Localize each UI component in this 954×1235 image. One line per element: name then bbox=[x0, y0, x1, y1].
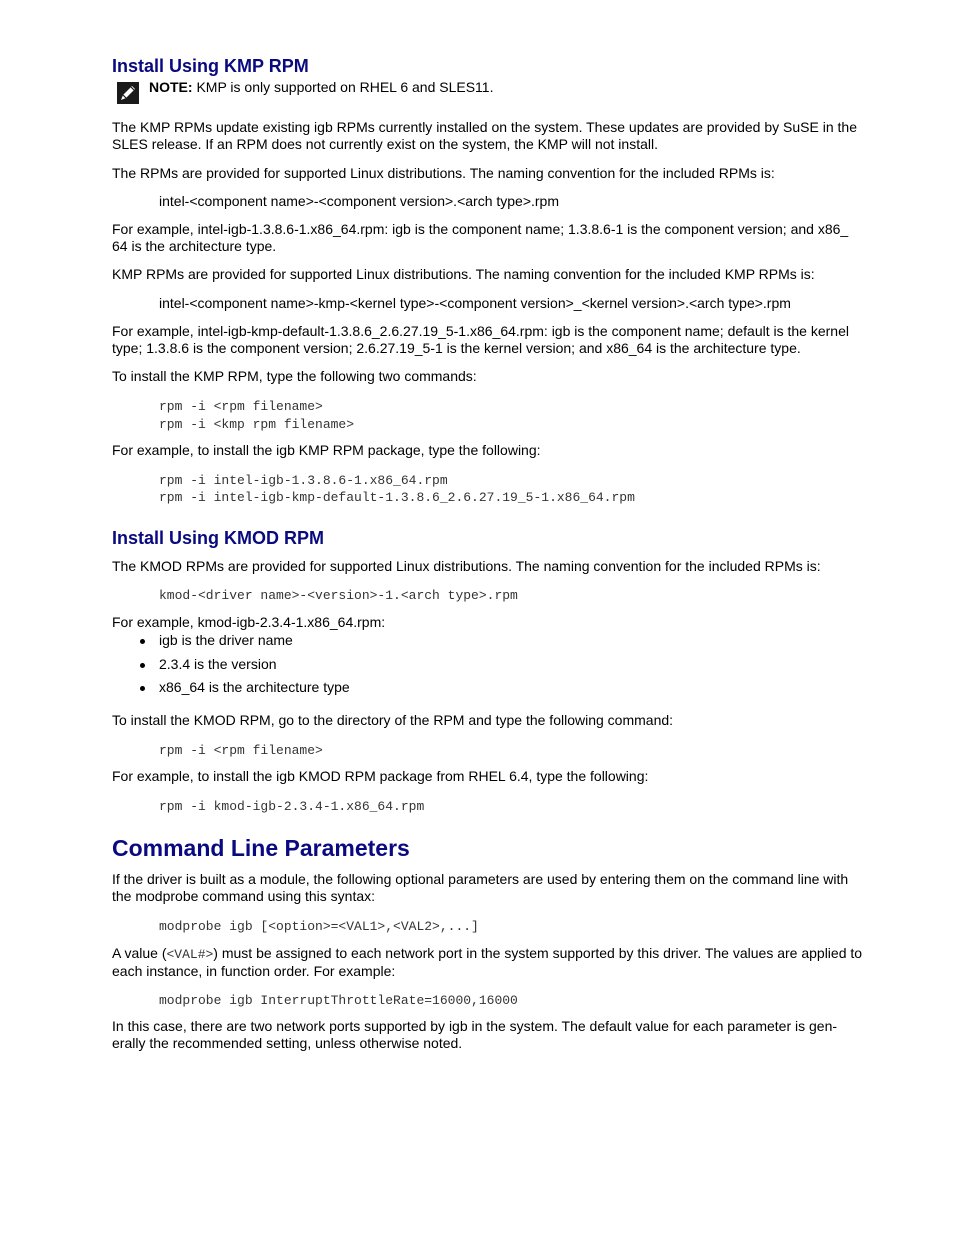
section-heading-kmp: Install Using KMP RPM bbox=[112, 56, 309, 76]
paragraph: For example, to install the igb KMOD RPM package from RHEL 6.4, type the following: bbox=[112, 768, 649, 784]
bullet-icon bbox=[140, 663, 145, 668]
code-line: rpm -i <rpm filename> bbox=[159, 743, 323, 758]
paragraph-part: ) must be assigned to each network port in the system supported by this driver. The values are applied to each instance, in function order. For example: bbox=[112, 945, 863, 979]
paragraph: The KMP RPMs update existing igb RPMs currently installed on the system. These updates are provided by SuSE in the SLES release. If an RPM does not currently exist on the system, the KMP will not install. bbox=[112, 119, 857, 152]
paragraph: To install the KMOD RPM, go to the directory of the RPM and type the following command: bbox=[112, 712, 674, 728]
paragraph: For example, intel-igb-1.3.8.6-1.x86_64.rpm: igb is the component name; 1.3.8.6-1 is the component version; and x86_ 64 is the architecture type. bbox=[112, 221, 849, 254]
list-item-text: igb is the driver name bbox=[159, 632, 293, 648]
paragraph: To install the KMP RPM, type the following two commands: bbox=[112, 368, 477, 384]
note-body: KMP is only supported on RHEL 6 and SLES11. bbox=[192, 79, 494, 95]
paragraph: The RPMs are provided for supported Linux distributions. The naming convention for the included RPMs is: bbox=[112, 165, 775, 181]
bullet-icon bbox=[140, 639, 145, 644]
code-line: rpm -i intel-igb-kmp-default-1.3.8.6_2.6.27.19_5-1.x86_64.rpm bbox=[159, 490, 635, 505]
paragraph: For example, kmod-igb-2.3.4-1.x86_64.rpm: bbox=[112, 614, 386, 630]
section-heading-kmod: Install Using KMOD RPM bbox=[112, 528, 325, 548]
paragraph bbox=[112, 945, 866, 980]
paragraph: For example, to install the igb KMP RPM package, type the following: bbox=[112, 442, 541, 458]
code-line: rpm -i intel-igb-1.3.8.6-1.x86_64.rpm bbox=[159, 473, 448, 488]
note-pencil-icon bbox=[117, 82, 139, 104]
list-item-text: x86_64 is the architecture type bbox=[159, 679, 350, 695]
list-item-text: 2.3.4 is the version bbox=[159, 656, 277, 672]
page-title: Command Line Parameters bbox=[112, 835, 410, 861]
naming-convention: intel-<component name>-<component version>.<arch type>.rpm bbox=[159, 193, 560, 209]
paragraph: KMP RPMs are provided for supported Linux distributions. The naming convention for the included KMP RPMs is: bbox=[112, 266, 815, 282]
bullet-icon bbox=[140, 686, 145, 691]
code-line: rpm -i kmod-igb-2.3.4-1.x86_64.rpm bbox=[159, 799, 425, 814]
code-line: rpm -i <kmp rpm filename> bbox=[159, 417, 355, 432]
paragraph: For example, intel-igb-kmp-default-1.3.8.6_2.6.27.19_5-1.x86_64.rpm: igb is the component name; default is the kernel type; 1.3.8.6 is the component version; 2.6.27.19_5-1 is the kernel version; and x86_64 is the architecture type. bbox=[112, 323, 849, 356]
note-label: NOTE: bbox=[149, 79, 193, 95]
paragraph: If the driver is built as a module, the following optional parameters are used by entering them on the command line with the modprobe command using this syntax: bbox=[112, 871, 849, 904]
paragraph: In this case, there are two network ports supported by igb in the system. The default value for each parameter is gen- erally the recommended setting, unless otherwise noted. bbox=[112, 1018, 838, 1051]
code-line: rpm -i <rpm filename> bbox=[159, 399, 323, 414]
paragraph: The KMOD RPMs are provided for supported Linux distributions. The naming convention for the included RPMs is: bbox=[112, 558, 821, 574]
code-line: modprobe igb InterruptThrottleRate=16000,16000 bbox=[159, 993, 518, 1008]
paragraph-part: A value ( bbox=[112, 945, 167, 961]
note-text bbox=[149, 79, 493, 96]
code-line: modprobe igb [<option>=<VAL1>,<VAL2>,...] bbox=[159, 919, 479, 934]
naming-convention: intel-<component name>-kmp-<kernel type>-<component version>_<kernel version>.<arch type>.rpm bbox=[159, 295, 791, 311]
inline-code: <VAL#> bbox=[166, 947, 214, 962]
code-line: kmod-<driver name>-<version>-1.<arch type>.rpm bbox=[159, 588, 518, 603]
